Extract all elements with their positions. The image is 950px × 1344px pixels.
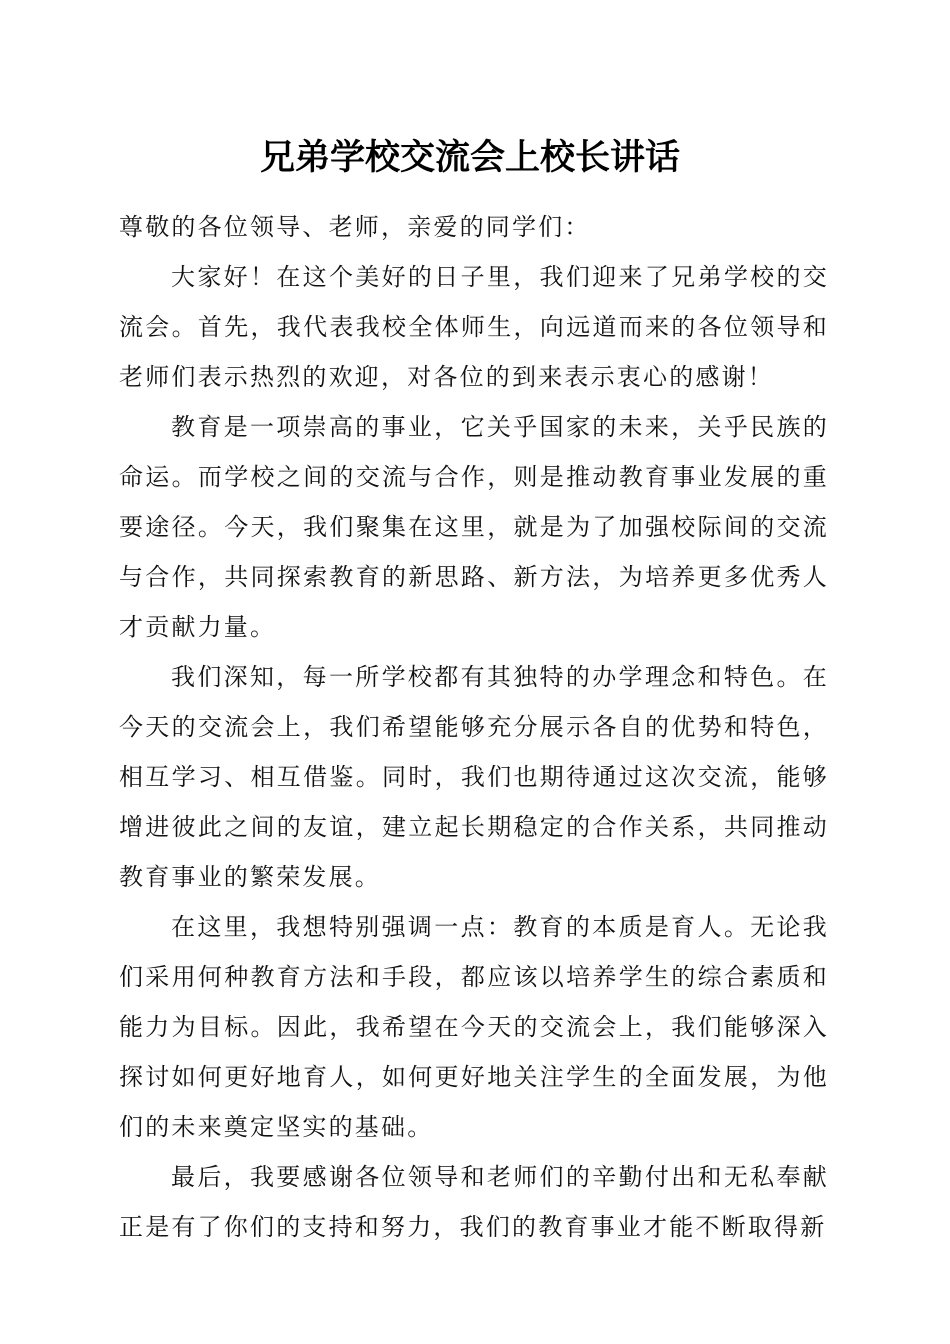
salutation: 尊敬的各位领导、老师，亲爱的同学们： xyxy=(119,213,591,241)
paragraph-2: 教育是一项崇高的事业，它关乎国家的未来，关乎民族的命运。而学校之间的交流与合作，则是推动教育事业发展的重要途径。今天，我们聚集在这里，就是为了加强校际间的交流与合作，共同探索教育的新思路、新方法，为培养更多优秀人才贡献力量。 xyxy=(119,413,829,641)
paragraph-4: 在这里，我想特别强调一点：教育的本质是育人。无论我们采用何种教育方法和手段，都应该以培养学生的综合素质和能力为目标。因此，我希望在今天的交流会上，我们能够深入探讨如何更好地育人，如何更好地关注学生的全面发展，为他们的未来奠定坚实的基础。 xyxy=(119,913,829,1141)
document-body xyxy=(119,202,829,1252)
document-title: 兄弟学校交流会上校长讲话 xyxy=(259,137,680,178)
paragraph-1: 大家好！在这个美好的日子里，我们迎来了兄弟学校的交流会。首先，我代表我校全体师生，向远道而来的各位领导和老师们表示热烈的欢迎，对各位的到来表示衷心的感谢！ xyxy=(119,263,829,391)
paragraph-3: 我们深知，每一所学校都有其独特的办学理念和特色。在今天的交流会上，我们希望能够充分展示各自的优势和特色，相互学习、相互借鉴。同时，我们也期待通过这次交流，能够增进彼此之间的友谊，建立起长期稳定的合作关系，共同推动教育事业的繁荣发展。 xyxy=(119,663,829,891)
paragraph-5: 最后，我要感谢各位领导和老师们的辛勤付出和无私奉献正是有了你们的支持和努力，我们的教育事业才能不断取得新 xyxy=(119,1163,829,1241)
